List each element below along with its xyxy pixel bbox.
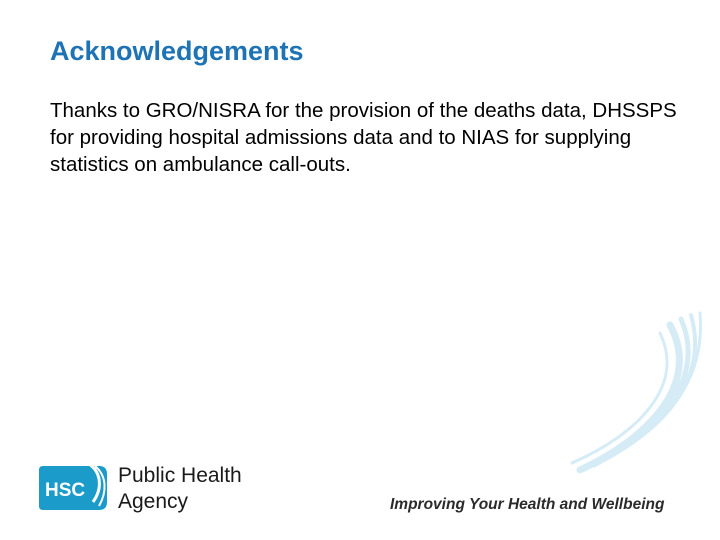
tagline: Improving Your Health and Wellbeing [390,496,665,513]
acknowledgement-text: Thanks to GRO/NISRA for the provision of the deaths data, DHSSPS for providing hospital admissions data and to NIAS for supplying statistics on ambulance call-outs. [50,99,677,176]
organisation-name [118,463,242,515]
logo-badge-text: HSC [45,480,86,501]
organisation-name-line1: Public Health [118,464,242,487]
organisation-name-line2: Agency [118,490,189,513]
hsc-logo-icon [37,462,109,514]
slide-title: Acknowledgements [50,36,304,66]
swirl-graphic [560,305,710,480]
